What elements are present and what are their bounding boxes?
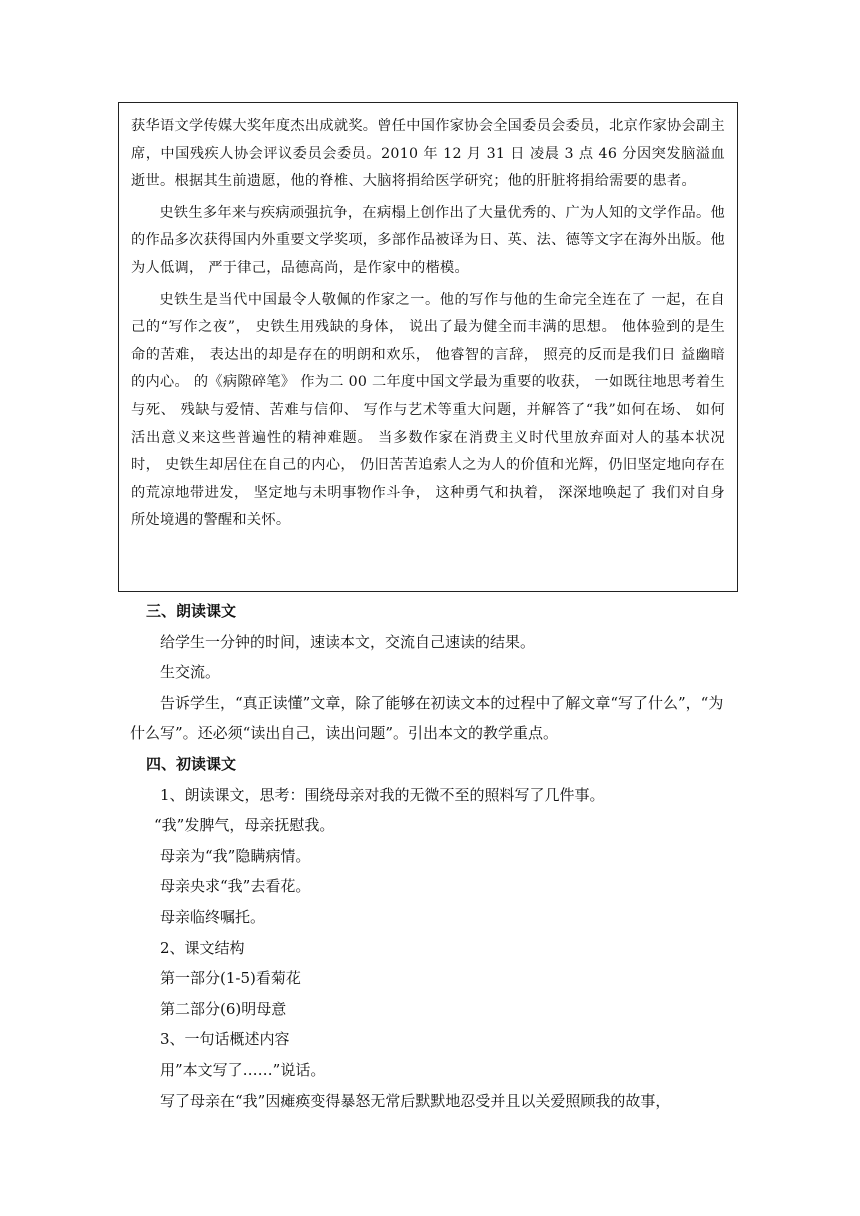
- list-item: 母亲为“我”隐瞒病情。: [160, 846, 311, 865]
- bio-paragraph-3: 史铁生是当代中国最令人敬佩的作家之一。他的写作与他的生命完全连在了 一起，在自己的“写作之夜”， 史铁生用残缺的身体， 说出了最为健全而丰满的思想。 他体验到的是生命的苦难， 表达出的却是存在的明朗和欢乐， 他睿智的言辞， 照亮的反而是我们日 益幽暗的内心。 的《病隙碎笔》 作为二 00 二年度中国文学最为重要的收获， 一如既往地思考着生与死、 残缺与爱情、苦难与信仰、 写作与艺术等重大问题，并解答了“我”如何在场、 如何活出意义来这些普遍性的精神难题。 当多数作家在消费主义时代里放弃面对人的基本状况时， 史铁生却居住在自己的内心， 仍旧苦苦追索人之为人的价值和光辉，仍旧坚定地向存在的荒凉地带进发， 坚定地与未明事物作斗争， 这种勇气和执着， 深深地唤起了 我们对自身所处境遇的警醒和关怀。: [131, 291, 725, 529]
- list-item: 3、一句话概述内容: [160, 1030, 290, 1049]
- section-heading-3: 三、朗读课文: [146, 602, 237, 620]
- bio-paragraph-1: 获华语文学传媒大奖年度杰出成就奖。曾任中国作家协会全国委员会委员，北京作家协会副主席，中国残疾人协会评议委员会委员。2010 年 12 月 31 日 凌晨 3 点 46 分因突发脑溢血逝世。根据其生前遗愿，他的脊椎、大脑将捐给医学研究；他的肝脏将捐给需要的患者。: [131, 118, 725, 190]
- author-bio-box: [118, 102, 738, 592]
- list-item: 写了母亲在“我”因瘫痪变得暴怒无常后默默地忍受并且以关爱照顾我的故事，: [160, 1091, 671, 1110]
- list-item: “我”发脾气，母亲抚慰我。: [154, 816, 335, 835]
- paragraph: 生交流。: [160, 663, 221, 682]
- list-item: 1、朗读课文，思考：围绕母亲对我的无微不至的照料写了几件事。: [160, 785, 605, 804]
- list-item: 2、课文结构: [160, 938, 245, 957]
- list-item: 用”本文写了……”说话。: [160, 1060, 326, 1079]
- list-item: 第一部分(1-5)看菊花: [160, 969, 301, 988]
- lesson-body: [130, 596, 730, 1116]
- paragraph: 告诉学生，“真正读懂”文章，除了能够在初读文本的过程中了解文章“写了什么”，“为什么写”。还必须“读出自己，读出问题”。引出本文的教学重点。: [130, 693, 724, 743]
- list-item: 母亲央求“我”去看花。: [160, 877, 311, 896]
- paragraph: 给学生一分钟的时间，速读本文，交流自己速读的结果。: [160, 632, 536, 651]
- list-item: 母亲临终嘱托。: [160, 907, 266, 926]
- bio-paragraph-2: 史铁生多年来与疾病顽强抗争，在病榻上创作出了大量优秀的、广为人知的文学作品。他的作品多次获得国内外重要文学奖项，多部作品被译为日、英、法、德等文字在海外出版。他为人低调， 严于律己，品德高尚，是作家中的楷模。: [131, 204, 725, 276]
- list-item: 第二部分(6)明母意: [160, 999, 287, 1018]
- section-heading-4: 四、初读课文: [146, 754, 237, 773]
